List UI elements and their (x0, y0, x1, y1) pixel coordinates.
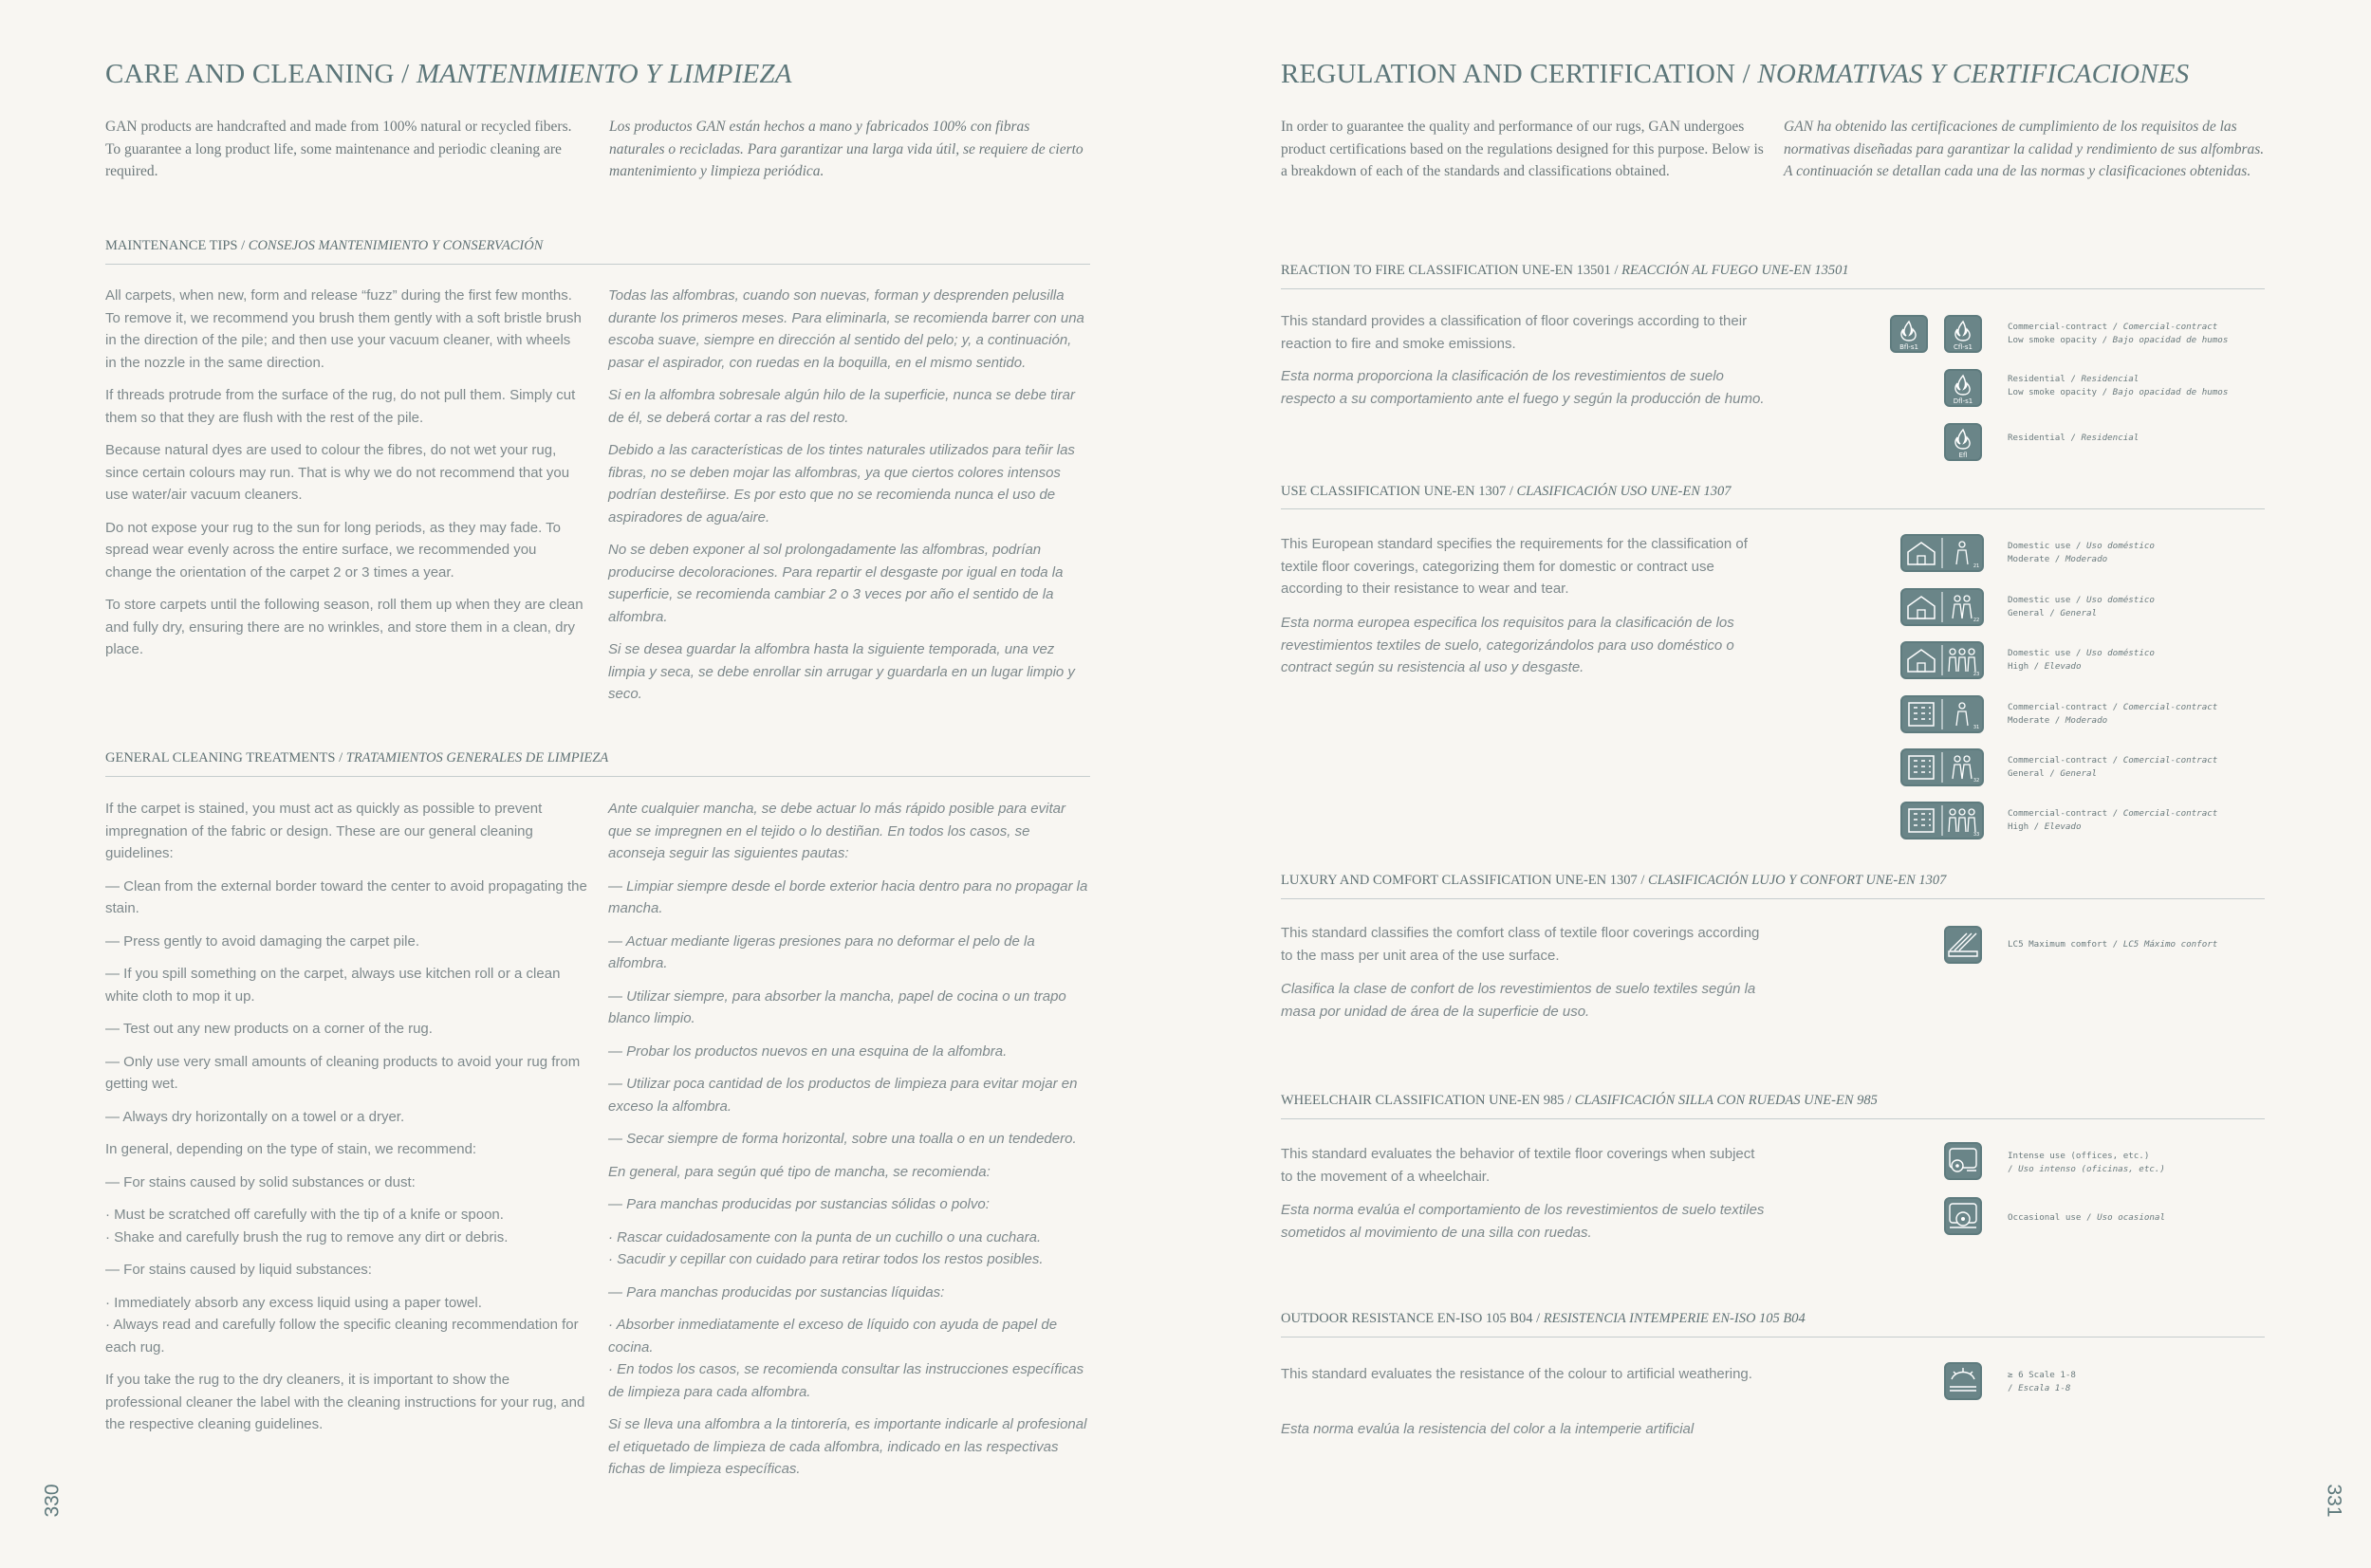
comfort-lc5-icon (1944, 926, 1982, 964)
wheelchair-rule (1281, 1118, 2265, 1119)
fire-en: This standard provides a classification of floor coverings according to their reaction to fire and smoke emissions. (1281, 313, 1748, 352)
fire-cfl-s1-icon (1944, 315, 1982, 353)
outdoor-sun-icon (1944, 1362, 1982, 1400)
outdoor-label: ≥ 6 Scale 1-8 / Escala 1-8 (2008, 1370, 2076, 1393)
use-icon-21 (1900, 534, 1984, 572)
fire-rule (1281, 288, 2265, 289)
svg-text:31: 31 (1973, 725, 1980, 730)
use-icon-31 (1900, 695, 1984, 733)
wheelchair-occasional-icon (1944, 1197, 1982, 1235)
use-label-5: Commercial-contract / Comercial-contract General / General (2008, 755, 2218, 779)
luxury-en: This standard classifies the comfort class of textile floor coverings according to the mass per unit area of the use surface. (1281, 925, 1760, 964)
svg-text:Dfl-s1: Dfl-s1 (1953, 397, 1973, 405)
svg-text:Efl: Efl (1958, 452, 1968, 459)
wheelchair-intense-icon (1944, 1142, 1982, 1180)
luxury-label: LC5 Maximum comfort / LC5 Máximo confort (2008, 939, 2218, 950)
maintenance-rule (105, 264, 1090, 265)
use-label-3: Domestic use / Uso doméstico High / Elevado (2008, 648, 2155, 672)
luxury-rule (1281, 898, 2265, 899)
right-page-title: REGULATION AND CERTIFICATION / NORMATIVAS Y CERTIFICACIONES (1281, 59, 2190, 89)
page-number-left: 330 (41, 1484, 64, 1518)
right-intro-es: GAN ha obtenido las certificaciones de cumplimiento de los requisitos de las normativas diseñadas para garantizar la calidad y rendimiento de sus alfombras. A continuación se detallan cada una de las normas y clasificaciones obtenidas. (1784, 119, 2265, 179)
svg-text:Bfl-s1: Bfl-s1 (1899, 343, 1918, 351)
use-icon-23 (1900, 641, 1984, 679)
use-en: This European standard specifies the requirements for the classification of textile floor coverings, categorizing them for domestic or contract use according to their resistance to wear and tear. (1281, 536, 1748, 597)
use-label-2: Domestic use / Uso doméstico General / General (2008, 595, 2155, 618)
use-icon-22 (1900, 588, 1984, 626)
fire-efl-icon (1944, 423, 1982, 461)
wheelchair-label-1: Intense use (offices, etc.) / Uso intenso (oficinas, etc.) (2008, 1151, 2165, 1174)
cleaning-rule (105, 776, 1090, 777)
cleaning-es: Ante cualquier mancha, se debe actuar lo más rápido posible para evitar que se impregnen en el tejido o lo destiñan. En todos los casos, se aconseja seguir las siguientes pautas: — Limpiar siempre desde el borde exterior hacia dentro para no propagar la mancha. — Actuar mediante ligeras presiones para no deformar el pelo de la alfombra. — Utilizar siempre, para absorber la mancha, papel de cocina o un trapo blanco limpio. — Probar los productos nuevos en una esquina de la alfombra. — Utilizar poca cantidad de los productos de limpieza para evitar mojar en exceso la alfombra. — Secar siempre de forma horizontal, sobre una toalla o en un tendedero. En general, para según qué tipo de mancha, se recomienda: — Para manchas producidas por sustancias sólidas o polvo: · Rascar cuidadosamente con la punta de un cuchillo o una cuchara. · Sacudir y cepillar con cuidado para retirar todos los restos posibles. — Para manchas producidas por sustancias líquidas: · Absorber inmediatamente el exceso de líquido con ayuda de papel de cocina. · En todos los casos, se recomienda consultar las instrucciones específicas de limpieza para cada alfombra. Si se lleva una alfombra a la tintorería, es importante indicarle al profesional el etiquetado de limpieza de cada alfombra, indicado en las respectivas fichas de limpieza específicas. (608, 801, 1088, 1477)
luxury-heading: LUXURY AND COMFORT CLASSIFICATION UNE-EN 1307 / CLASIFICACIÓN LUJO Y CONFORT UNE-EN 1307 (1281, 873, 1947, 888)
left-page-title: CARE AND CLEANING / MANTENIMIENTO Y LIMPIEZA (105, 59, 792, 89)
use-label-4: Commercial-contract / Comercial-contract Moderate / Moderado (2008, 702, 2218, 726)
maintenance-es: Todas las alfombras, cuando son nuevas, forman y desprenden pelusilla durante los primeros meses. Para eliminarla, se recomienda barrer con una escoba suave, siempre en dirección al sentido del pelo; y, a continuación, pasar el aspirador, con ruedas en la boquilla, en el mismo sentido. Si en la alfombra sobresale algún hilo de la superficie, nunca se debe tirar de él, se deberá cortar a ras del resto. Debido a las características de los tintes naturales utilizados para teñir las fibras, no se deben mojar las alfombras, ya que ciertos colores intensos podrían desteñirse. Es por esto que no se recomienda nunca el uso de aspiradores de agua/aire. No se deben exponer al sol prolongadamente las alfombras, podrían producirse decoloraciones. Para repartir el desgaste por igual en toda la superficie, se recomienda cambiar 2 o 3 veces por año el sentido de la alfombra. Si se desea guardar la alfombra hasta la siguiente temporada, una vez limpia y seca, se debe enrollar sin arrugar y guardarla en un lugar limpio y seco. (608, 287, 1084, 702)
cleaning-en: If the carpet is stained, you must act as quickly as possible to prevent impregnation of the fabric or design. These are our general cleaning guidelines: — Clean from the external border toward the center to avoid propagating the stain. — Press gently to avoid damaging the carpet pile. — If you spill something on the carpet, always use kitchen roll or a clean white cloth to mop it up. — Test out any new products on a corner of the rug. — Only use very small amounts of cleaning products to avoid your rug from getting wet. — Always dry horizontally on a towel or a dryer. In general, depending on the type of stain, we recommend: — For stains caused by solid substances or dust: · Must be scratched off carefully with the tip of a knife or spoon. · Shake and carefully brush the rug to remove any dirt or debris. — For stains caused by liquid substances: · Immediately absorb any excess liquid using a paper towel. · Always read and carefully follow the specific cleaning recommendation for each rug. If you take the rug to the dry cleaners, it is important to show the professional cleaner the label with the cleaning instructions for your rug, and the respective cleaning guidelines. (105, 801, 587, 1432)
wheelchair-es: Esta norma evalúa el comportamiento de los revestimientos de suelo textiles sometidos al movimiento de una silla con ruedas. (1281, 1202, 1765, 1241)
use-label-1: Domestic use / Uso doméstico Moderate / Moderado (2008, 541, 2155, 564)
svg-text:23: 23 (1973, 672, 1980, 677)
fire-dfl-s1-icon (1944, 369, 1982, 407)
maintenance-en: All carpets, when new, form and release “fuzz” during the first few months. To remove it, we recommend you brush them gently with a soft bristle brush in the direction of the pile; and then use your vacuum cleaner, with wheels in the nozzle in the same direction. If threads protrude from the surface of the rug, do not pull them. Simply cut them so that they are flush with the rest of the pile. Because natural dyes are used to colour the fibres, do not wet your rug, since certain colours may run. That is why we do not recommend that you use water/air vacuum cleaners. Do not expose your rug to the sun for long periods, as they may fade. To spread wear evenly across the entire surface, we recommended you change the orientation of the carpet 2 or 3 times a year. To store carpets until the following season, roll them up when they are clean and fully dry, ensuring there are no wrinkles, and store them in a clean, dry place. (105, 287, 583, 657)
outdoor-heading: OUTDOOR RESISTANCE EN-ISO 105 B04 / RESISTENCIA INTEMPERIE EN-ISO 105 B04 (1281, 1311, 1806, 1326)
right-intro-en: In order to guarantee the quality and performance of our rugs, GAN undergoes product certifications based on the regulations designed for this purpose. Below is a breakdown of each of the standards and classifications obtained. (1281, 119, 1764, 179)
maintenance-heading: MAINTENANCE TIPS / CONSEJOS MANTENIMIENTO Y CONSERVACIÓN (105, 238, 544, 253)
svg-text:22: 22 (1973, 618, 1980, 623)
wheelchair-heading: WHEELCHAIR CLASSIFICATION UNE-EN 985 / CLASIFICACIÓN SILLA CON RUEDAS UNE-EN 985 (1281, 1093, 1878, 1108)
use-label-6: Commercial-contract / Comercial-contract High / Elevado (2008, 808, 2218, 832)
wheelchair-en: This standard evaluates the behavior of textile floor coverings when subject to the movement of a wheelchair. (1281, 1146, 1755, 1185)
left-intro-es: Los productos GAN están hechos a mano y fabricados 100% con fibras naturales o recicladas. Para garantizar una larga vida útil, se requiere de cierto mantenimiento y limpieza periódica. (609, 119, 1084, 179)
fire-label-2: Residential / Residencial Low smoke opacity / Bajo opacidad de humos (2008, 374, 2229, 397)
outdoor-es: Esta norma evalúa la resistencia del color a la intemperie artificial (1281, 1421, 1695, 1437)
fire-heading: REACTION TO FIRE CLASSIFICATION UNE-EN 13501 / REACCIÓN AL FUEGO UNE-EN 13501 (1281, 263, 1849, 278)
fire-bfl-s1-icon (1890, 315, 1928, 353)
cleaning-heading: GENERAL CLEANING TREATMENTS / TRATAMIENTOS GENERALES DE LIMPIEZA (105, 750, 609, 766)
use-heading: USE CLASSIFICATION UNE-EN 1307 / CLASIFICACIÓN USO UNE-EN 1307 (1281, 484, 1732, 499)
svg-text:33: 33 (1973, 832, 1980, 838)
outdoor-en: This standard evaluates the resistance of the colour to artificial weathering. (1281, 1366, 1752, 1382)
luxury-es: Clasifica la clase de confort de los revestimientos de suelo textiles según la masa por unidad de área de la superficie de uso. (1281, 981, 1756, 1020)
page-number-right: 331 (2323, 1484, 2345, 1518)
svg-text:32: 32 (1973, 778, 1980, 784)
left-intro-en: GAN products are handcrafted and made from 100% natural or recycled fibers. To guarantee a long product life, some maintenance and periodic cleaning are required. (105, 119, 572, 179)
use-icon-33 (1900, 802, 1984, 839)
fire-label-1: Commercial-contract / Comercial-contract Low smoke opacity / Bajo opacidad de humos (2008, 322, 2229, 345)
svg-text:Cfl-s1: Cfl-s1 (1954, 343, 1973, 351)
svg-text:21: 21 (1973, 563, 1980, 569)
use-icon-32 (1900, 748, 1984, 786)
wheelchair-label-2: Occasional use / Uso ocasional (2008, 1212, 2165, 1223)
use-rule (1281, 508, 2265, 509)
fire-label-3: Residential / Residencial (2008, 433, 2139, 443)
use-es: Esta norma europea especifica los requisitos para la clasificación de los revestimientos textiles de suelo, categorizándolos para uso doméstico o contract según su resistencia al uso y desgaste. (1281, 615, 1734, 675)
fire-es: Esta norma proporciona la clasificación de los revestimientos de suelo respecto a su comportamiento ante el fuego y según la producción de humo. (1281, 368, 1765, 407)
